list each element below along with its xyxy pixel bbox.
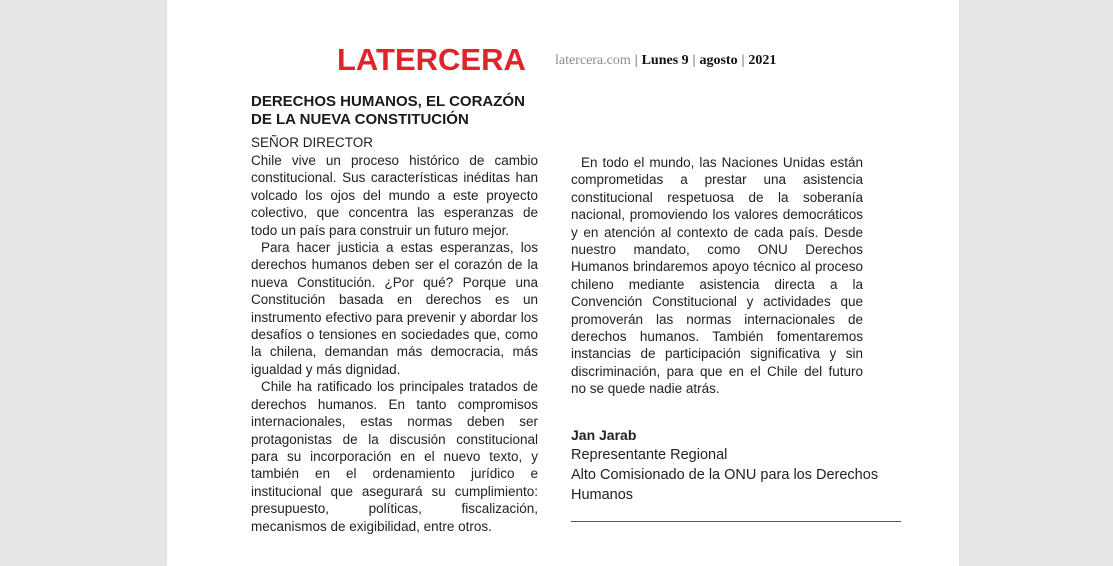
letter-signature xyxy=(571,425,911,505)
signer-title: Representante Regional xyxy=(571,447,728,463)
letter-headline xyxy=(251,93,551,129)
issue-year: 2021 xyxy=(748,53,777,68)
divider: | xyxy=(741,53,745,68)
signer-office: Alto Comisionado de la ONU para los Derechos Humanos xyxy=(571,467,879,503)
paragraph: En todo el mundo, las Naciones Unidas están comprometidas a prestar una asistencia constitucional respetuosa de la soberanía nacional, promoviendo los valores democráticos y en atención al contexto de cada país. Desde nuestro mandato, como ONU Derechos Humanos brindaremos apoyo técnico al proceso chileno mediante asistencia directa a la Convención Constitucional y actividades que promoverán las normas internacionales de derechos humanos. También fomentaremos instancias de participación significativa y sin discriminación, para que en el Chile del futuro no se quede nadie atrás. xyxy=(571,155,863,397)
site-url: latercera.com xyxy=(555,53,631,68)
salutation: SEÑOR DIRECTOR xyxy=(251,135,374,150)
divider: | xyxy=(692,53,696,68)
paragraph: Chile ha ratificado los principales tratados de derechos humanos. En tanto compromisos internacionales, estas normas deben ser protagonistas de la discusión constitucional para su incorporación en el nuevo texto, y también en el ordenamiento jurídico e institucional que asegurará su cumplimiento: presupuesto, políticas, fiscalización, mecanismos de exigibilidad, entre otros. xyxy=(251,379,538,534)
headline-line-1: DERECHOS HUMANOS, EL CORAZÓN xyxy=(251,93,525,110)
paragraph: Chile vive un proceso histórico de cambio constitucional. Sus características inéditas han volcado los ojos del mundo a este proyecto colectivo, que concentra las esperanzas de todo un país para construir un futuro mejor. xyxy=(251,153,538,238)
masthead-dateline xyxy=(555,52,776,70)
issue-month: agosto xyxy=(699,53,738,68)
letter-column-right xyxy=(571,154,863,398)
issue-day: Lunes 9 xyxy=(641,53,689,68)
signer-name: Jan Jarab xyxy=(571,427,637,443)
signature-rule xyxy=(571,521,901,522)
paragraph: Para hacer justicia a estas esperanzas, los derechos humanos deben ser el corazón de la nueva Constitución. ¿Por qué? Porque una Constitución basada en derechos es un instrumento efectivo para prevenir y abordar los desafíos o tensiones en sociedades que, como la chilena, demandan más democracia, más igualdad y más dignidad. xyxy=(251,240,538,377)
newspaper-logo: LATERCERA xyxy=(337,42,526,77)
headline-line-2: DE LA NUEVA CONSTITUCIÓN xyxy=(251,111,469,128)
letter-column-left xyxy=(251,152,538,535)
divider: | xyxy=(634,53,638,68)
